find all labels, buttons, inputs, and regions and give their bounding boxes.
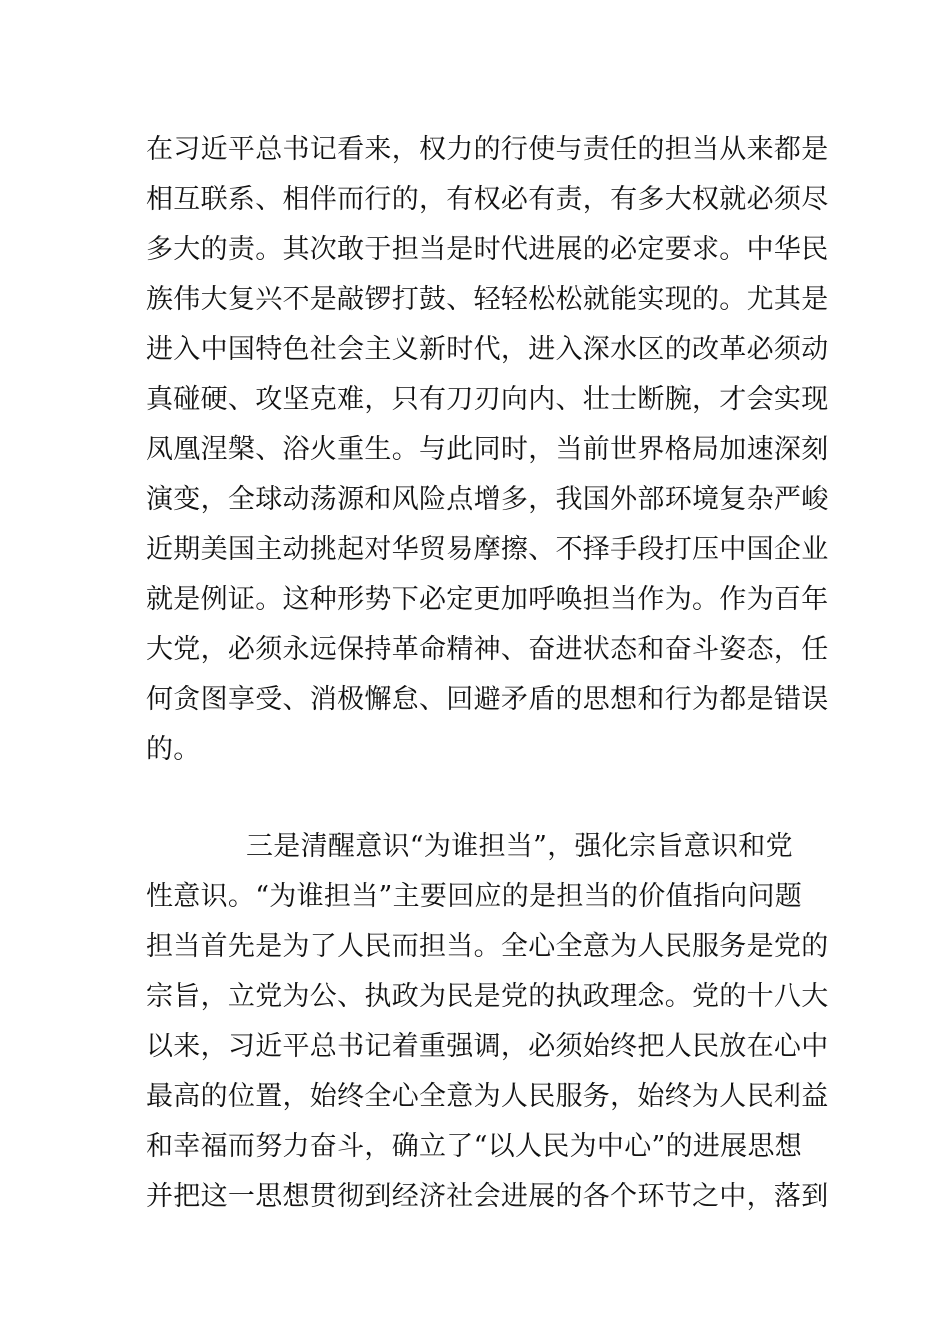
text-line: 多大的责。其次敢于担当是时代进展的必定要求。中华民 xyxy=(146,234,829,265)
text-line: 宗旨，立党为公、执政为民是党的执政理念。党的十八大 xyxy=(146,981,829,1012)
text-line: 相互联系、相伴而行的，有权必有责，有多大权就必须尽 xyxy=(146,184,829,215)
text-line: 何贪图享受、消极懈怠、回避矛盾的思想和行为都是错误 xyxy=(146,684,829,715)
text-line: 真碰硬、攻坚克难，只有刀刃向内、壮士断腕，才会实现 xyxy=(146,384,829,415)
text-line: 三是清醒意识“为谁担当”，强化宗旨意识和党 xyxy=(246,831,793,862)
text-line: 的。 xyxy=(146,734,201,765)
text-line: 担当首先是为了人民而担当。全心全意为人民服务是党的 xyxy=(146,931,829,962)
text-line: 进入中国特色社会主义新时代，进入深水区的改革必须动 xyxy=(146,334,829,365)
text-line: 大党，必须永远保持革命精神、奋进状态和奋斗姿态，任 xyxy=(146,634,829,665)
text-line: 近期美国主动挑起对华贸易摩擦、不择手段打压中国企业 xyxy=(146,534,829,565)
text-line: 最高的位置，始终全心全意为人民服务，始终为人民利益 xyxy=(146,1081,829,1112)
text-line: 性意识。“为谁担当”主要回应的是担当的价值指向问题 xyxy=(146,881,803,912)
text-line: 以来，习近平总书记着重强调，必须始终把人民放在心中 xyxy=(146,1031,829,1062)
text-line: 并把这一思想贯彻到经济社会进展的各个环节之中，落到 xyxy=(146,1181,829,1212)
text-line: 就是例证。这种形势下必定更加呼唤担当作为。作为百年 xyxy=(146,584,829,615)
text-line: 在习近平总书记看来，权力的行使与责任的担当从来都是 xyxy=(146,134,829,165)
text-line: 和幸福而努力奋斗，确立了“以人民为中心”的进展思想 xyxy=(146,1131,803,1162)
text-line: 演变，全球动荡源和风险点增多，我国外部环境复杂严峻 xyxy=(146,484,829,515)
text-line: 凤凰涅槃、浴火重生。与此同时，当前世界格局加速深刻 xyxy=(146,434,829,465)
text-line: 族伟大复兴不是敲锣打鼓、轻轻松松就能实现的。尤其是 xyxy=(146,284,829,315)
